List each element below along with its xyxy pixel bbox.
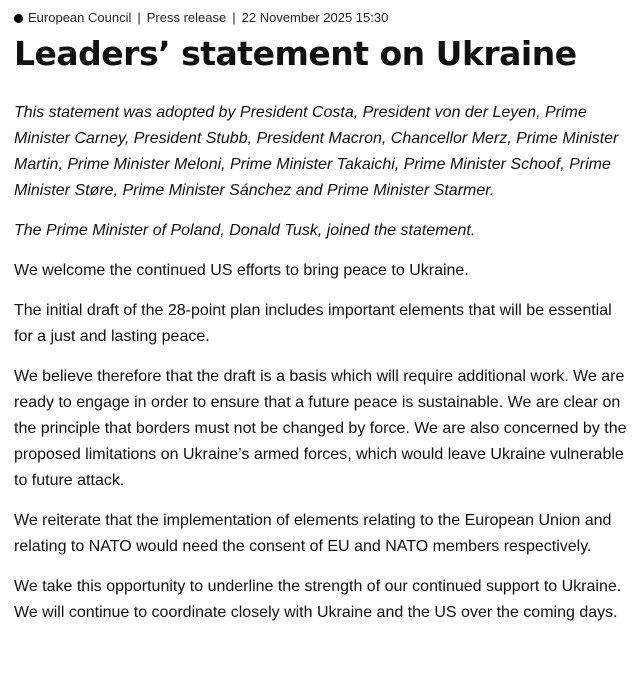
meta-separator: | — [137, 10, 141, 25]
bullet-dot-icon — [14, 14, 23, 23]
release-meta — [14, 8, 630, 28]
body-paragraph: The initial draft of the 28-point plan includes important elements that will be essential for a just and lasting peace. — [14, 302, 612, 345]
release-datetime: 22 November 2025 15:30 — [241, 10, 389, 25]
release-type-label: Press release — [146, 10, 227, 25]
meta-separator: | — [232, 10, 236, 25]
body-paragraph: We reiterate that the implementation of elements relating to the European Union and relating to NATO would need the consent of EU and NATO members respectively. — [14, 512, 612, 555]
organization-label: European Council — [28, 10, 132, 25]
body-paragraph: We believe therefore that the draft is a basis which will require additional work. We are ready to engage in order to ensure that a future peace is sustainable. We are clear on the principle that borders must not be changed by force. We are also concerned by the proposed limitations on Ukraine’s armed forces, which would leave Ukraine vulnerable to future attack. — [14, 368, 627, 489]
body-paragraph: We take this opportunity to underline the strength of our continued support to Ukraine. We will continue to coordinate closely with Ukraine and the US over the coming days. — [14, 578, 622, 621]
body-paragraph: We welcome the continued US efforts to bring peace to Ukraine. — [14, 262, 469, 279]
intro-joined: The Prime Minister of Poland, Donald Tusk, joined the statement. — [14, 222, 476, 239]
intro-signatories: This statement was adopted by President Costa, President von der Leyen, Prime Minister Carney, President Stubb, President Macron, Chancellor Merz, Prime Minister Martin, Prime Minister Meloni, Prime Minister Takaichi, Prime Minister Schoof, Prime Minister Støre, Prime Minister Sánchez and Prime Minister Starmer. — [14, 104, 619, 199]
page-title: Leaders’ statement on Ukraine — [14, 34, 577, 73]
